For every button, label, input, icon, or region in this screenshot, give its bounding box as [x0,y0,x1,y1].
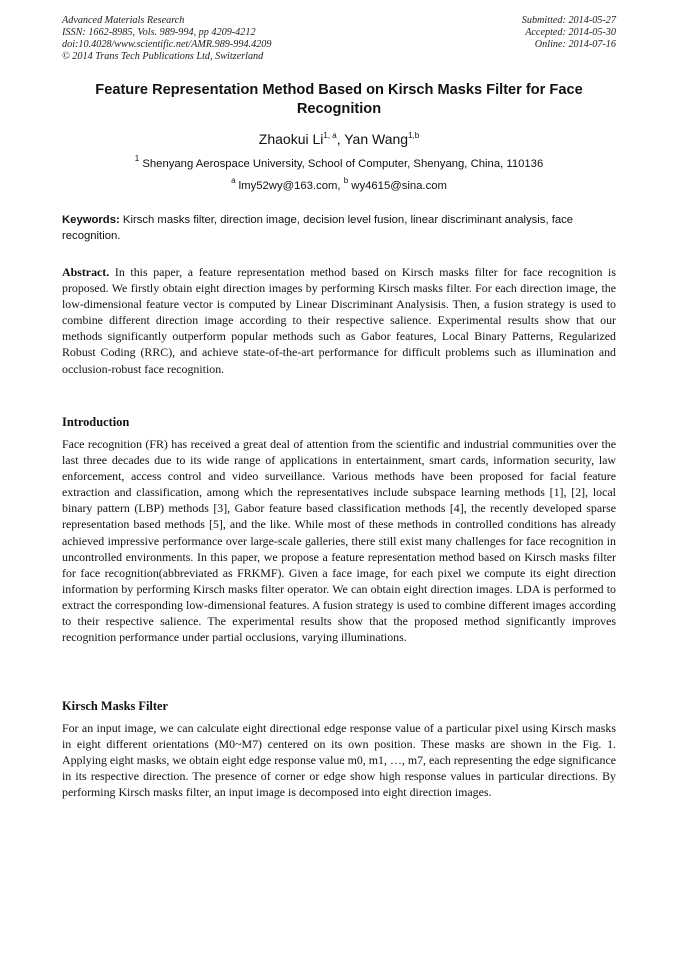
affiliation [62,154,616,171]
author-name: Zhaokui Li [258,131,324,147]
paper-title: Feature Representation Method Based on Kirsch Masks Filter for Face Recognition [95,82,583,117]
affiliation-text: Shenyang Aerospace University, School of Computer, Shenyang, China, 110136 [142,158,544,170]
journal-copyright: © 2014 Trans Tech Publications Ltd, Switzerland [62,51,264,62]
email-marker: b [343,176,349,185]
author-emails [62,176,616,193]
email-separator: , [337,180,344,192]
journal-doi: doi:10.4028/www.scientific.net/AMR.989-994.4209 [62,39,272,50]
keywords-label: Keywords: [62,214,120,226]
author-affiliation-marker: 1,b [408,131,420,140]
submitted-date: Submitted: 2014-05-27 [521,15,616,26]
email-marker: a [231,176,236,185]
author-affiliation-marker: 1, a [323,131,337,140]
email-link[interactable]: lmy52wy@163.com [238,180,338,192]
journal-issn: ISSN: 1662-8985, Vols. 989-994, pp 4209-4212 [62,27,256,38]
section-body-kirsch-masks-filter: For an input image, we can calculate eight directional edge response value of a particular pixel using Kirsch masks in eight different orientations (M0~M7) centered on its own position. These masks are shown in the Fig. 1. Applying eight masks, we obtain eight edge response value m0, m1, …, m7, each representing the edge significance in its respective direction. The presence of corner or edge show high response values in particular directions. By performing Kirsch masks filter, an input image is decomposed into eight direction images. [62,721,616,800]
affiliation-marker: 1 [134,154,140,163]
section-heading-introduction: Introduction [62,415,130,429]
email-link[interactable]: wy4615@sina.com [351,180,447,192]
section-body-introduction: Face recognition (FR) has received a great deal of attention from the scientific and industrial communities over the last three decades due to its wide range of applications in entertainment, smart cards, information security, law enforcement, access control and video surveillance. Various methods have been proposed for facial feature extraction and classification, among which the representatives include subspace learning methods [1], [2], local binary pattern (LBP) methods [3], Gabor feature based classification methods [4], the recently developed sparse representation based methods [5], and the like. While most of these methods in controlled conditions has already achieved impressive performance over large-scale galleries, there still exist many challenges for face recognition in uncontrolled environments. In this paper, we propose a feature representation method based on Kirsch masks filter for face recognition(abbreviated as FRKMF). Given a face image, for each pixel we compute its eight direction information by performing Kirsch masks filter operator. We can obtain eight direction images. LDA is performed to extract the corresponding low-dimensional features. A fusion strategy is used to combine different images according to their respective salience. The experimental results show that the proposed method significantly improves recognition performance under partial occlusions, varying illuminations. [62,437,616,645]
journal-info-block [62,15,271,63]
section-heading-kirsch-masks-filter: Kirsch Masks Filter [62,699,168,713]
author-list [62,130,616,148]
journal-name: Advanced Materials Research [62,15,185,26]
keywords-text: Kirsch masks filter, direction image, decision level fusion, linear discriminant analysis, face recognition. [62,214,574,242]
abstract-text: In this paper, a feature representation method based on Kirsch masks filter for face recognition is proposed. We firstly obtain eight direction images by performing Kirsch masks filter. For each direction image, the low-dimensional feature vector is computed by Linear Discriminant Analysisis. Then, a fusion strategy is used to combine different direction image according to their respective salience. Experimental results show that our methods significantly outperform popular methods such as Gabor features, Local Binary Patterns, Regularized Robust Coding (RRC), and achieve state-of-the-art performance for difficult problems such as illumination and occlusion-robust face recognition. [62,265,616,376]
accepted-date: Accepted: 2014-05-30 [525,27,616,38]
online-date: Online: 2014-07-16 [534,39,616,50]
keywords-paragraph [62,213,616,244]
abstract-paragraph [62,264,616,377]
author-separator: , [336,131,345,147]
author-name: Yan Wang [344,131,409,147]
abstract-label: Abstract. [62,265,110,279]
submission-dates-block [522,15,616,51]
